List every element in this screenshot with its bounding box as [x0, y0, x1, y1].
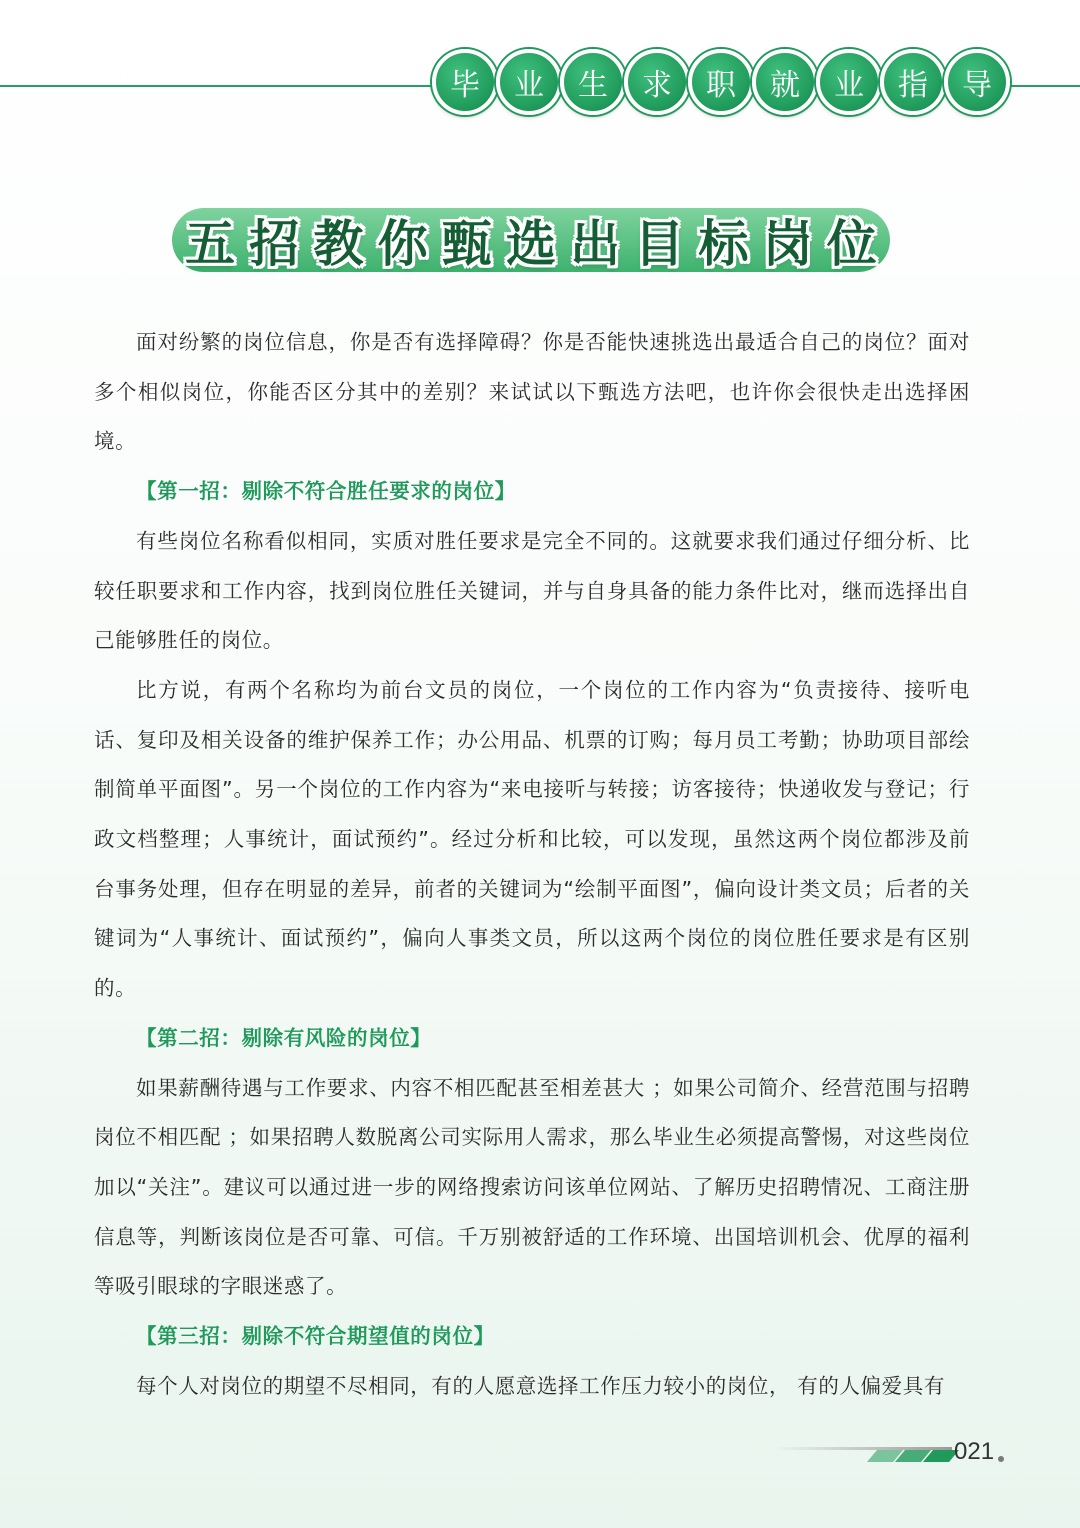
title-char: 岗 [762, 214, 813, 273]
tip1-heading: 【第一招：剔除不符合胜任要求的岗位】 [136, 479, 516, 504]
tip1-paragraph-1: 有些岗位名称看似相同，实质对胜任要求是完全不同的。这就要求我们通过仔细分析、比较任职要求和工作内容，找到岗位胜任关键词，并与自身具备的能力条件比对，继而选择出自己能够胜任的岗位。 [94, 528, 970, 653]
banner-char: 业 [496, 49, 562, 115]
header-banner [432, 49, 1008, 115]
banner-char: 就 [752, 49, 818, 115]
banner-char: 求 [624, 49, 690, 115]
banner-char: 导 [944, 49, 1010, 115]
intro-paragraph: 面对纷繁的岗位信息，你是否有选择障碍？你是否能快速挑选出最适合自己的岗位？面对多个相似岗位，你能否区分其中的差别？来试试以下甄选方法吧，也许你会很快走出选择困境。 [94, 330, 970, 454]
tip3-paragraph-1: 每个人对岗位的期望不尽相同，有的人愿意选择工作压力较小的岗位， 有的人偏爱具有 [136, 1373, 945, 1398]
title-char: 甄 [441, 214, 492, 273]
footer-dot [998, 1456, 1004, 1462]
title-char: 招 [249, 214, 300, 273]
title-char: 五 [185, 214, 236, 273]
page-footer [776, 1438, 1016, 1478]
page-title [172, 202, 890, 278]
page-number: 021 [954, 1438, 995, 1465]
title-char: 位 [826, 214, 877, 273]
article-body [94, 318, 970, 1411]
tip3-heading: 【第三招：剔除不符合期望值的岗位】 [136, 1324, 495, 1349]
banner-char: 毕 [432, 49, 498, 115]
title-text [172, 202, 890, 278]
tip2-paragraph-1: 如果薪酬待遇与工作要求、内容不相匹配甚至相差甚大 ；如果公司简介、经营范围与招聘岗位不相匹配 ；如果招聘人数脱离公司实际用人需求，那么毕业生必须提高警惕，对这些岗位加以“关注”。建议可以通过进一步的网络搜索访问该单位网站、了解历史招聘情况、工商注册信息等，判断该岗位是否可靠、可信。千万别被舒适的工作环境、出国培训机会、优厚的福利等吸引眼球的字眼迷惑了。 [94, 1075, 970, 1299]
title-char: 选 [505, 214, 556, 273]
title-char: 标 [698, 214, 749, 273]
banner-char: 生 [560, 49, 626, 115]
tip2-heading: 【第二招：剔除有风险的岗位】 [136, 1025, 432, 1050]
title-char: 目 [634, 214, 685, 273]
title-char: 教 [313, 214, 364, 273]
tip1-paragraph-2: 比方说，有两个名称均为前台文员的岗位，一个岗位的工作内容为“负责接待、接听电话、复印及相关设备的维护保养工作；办公用品、机票的订购；每月员工考勤；协助项目部绘制简单平面图”。另一个岗位的工作内容为“来电接听与转接；访客接待；快递收发与登记；行政文档整理；人事统计，面试预约”。经过分析和比较，可以发现，虽然这两个岗位都涉及前台事务处理，但存在明显的差异，前者的关键词为“绘制平面图”，偏向设计类文员；后者的关键词为“人事统计、面试预约”，偏向人事类文员，所以这两个岗位的岗位胜任要求是有区别的。 [94, 677, 970, 1001]
banner-char: 职 [688, 49, 754, 115]
title-char: 你 [377, 214, 428, 273]
title-char: 出 [570, 214, 621, 273]
banner-char: 业 [816, 49, 882, 115]
banner-char: 指 [880, 49, 946, 115]
